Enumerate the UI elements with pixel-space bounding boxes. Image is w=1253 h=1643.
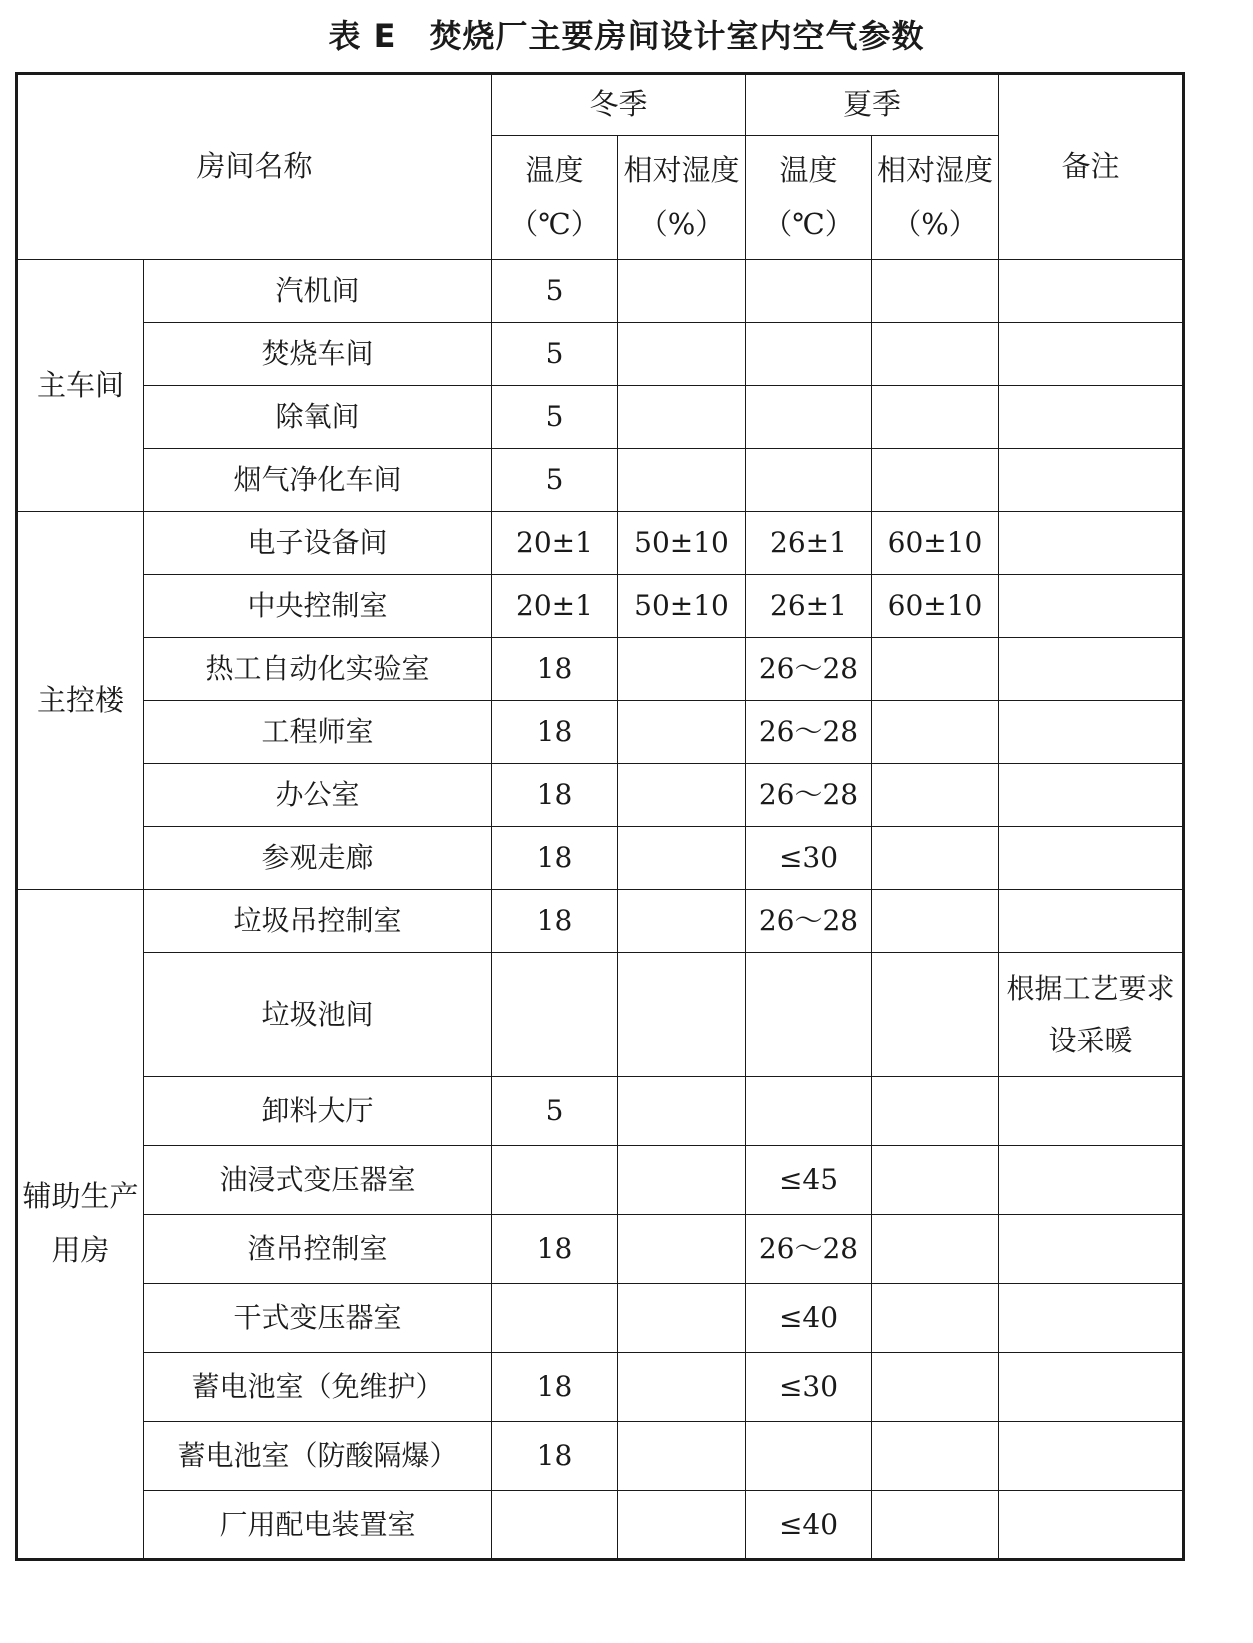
summer-temperature-cell (746, 1422, 872, 1491)
room-name-cell: 烟气净化车间 (144, 449, 492, 512)
room-name-cell: 蓄电池室（免维护） (144, 1353, 492, 1422)
winter-humidity-cell (618, 701, 746, 764)
room-name-cell: 热工自动化实验室 (144, 638, 492, 701)
room-name-cell: 工程师室 (144, 701, 492, 764)
winter-temperature-cell: 18 (492, 1422, 618, 1491)
winter-temperature-cell: 5 (492, 323, 618, 386)
winter-humidity-cell (618, 1146, 746, 1215)
room-name-cell: 参观走廊 (144, 827, 492, 890)
group-label: 辅助生产用房 (17, 890, 144, 1560)
summer-humidity-cell (872, 638, 999, 701)
remark-cell (999, 386, 1184, 449)
table-row (17, 449, 1184, 512)
summer-temperature-cell: 26±1 (746, 512, 872, 575)
room-name-cell: 汽机间 (144, 260, 492, 323)
room-name-cell: 蓄电池室（防酸隔爆） (144, 1422, 492, 1491)
remark-cell (999, 638, 1184, 701)
winter-humidity-cell (618, 1284, 746, 1353)
winter-temperature-cell: 5 (492, 386, 618, 449)
winter-temperature-cell: 5 (492, 1077, 618, 1146)
winter-humidity-cell (618, 1215, 746, 1284)
room-name-cell: 垃圾池间 (144, 953, 492, 1077)
winter-temperature-cell (492, 953, 618, 1077)
summer-temperature-cell: 26～28 (746, 701, 872, 764)
winter-temperature-cell (492, 1491, 618, 1560)
summer-humidity-cell: 60±10 (872, 512, 999, 575)
table-row (17, 1422, 1184, 1491)
table-row (17, 1077, 1184, 1146)
remark-cell (999, 1146, 1184, 1215)
summer-humidity-cell (872, 1146, 999, 1215)
remark-cell (999, 1284, 1184, 1353)
table-row (17, 827, 1184, 890)
remark-cell (999, 260, 1184, 323)
winter-humidity-cell (618, 638, 746, 701)
winter-temperature-cell (492, 1284, 618, 1353)
winter-humidity-cell (618, 1353, 746, 1422)
room-name-cell: 厂用配电装置室 (144, 1491, 492, 1560)
air-parameter-table (15, 72, 1185, 1561)
remark-cell (999, 1491, 1184, 1560)
room-name-cell: 除氧间 (144, 386, 492, 449)
winter-humidity-cell: 50±10 (618, 575, 746, 638)
remark-cell (999, 701, 1184, 764)
table-row (17, 764, 1184, 827)
remark-cell (999, 827, 1184, 890)
remark-cell: 根据工艺要求设采暖 (999, 953, 1184, 1077)
room-name-cell: 垃圾吊控制室 (144, 890, 492, 953)
winter-temperature-cell: 18 (492, 827, 618, 890)
room-name-cell: 干式变压器室 (144, 1284, 492, 1353)
summer-temperature-cell: 26～28 (746, 638, 872, 701)
summer-temperature-cell: ≤40 (746, 1491, 872, 1560)
summer-humidity-cell (872, 1215, 999, 1284)
winter-temperature-cell (492, 1146, 618, 1215)
header-row-1 (17, 74, 1184, 136)
summer-humidity-cell (872, 701, 999, 764)
winter-humidity-cell (618, 323, 746, 386)
winter-temperature-cell: 18 (492, 701, 618, 764)
winter-temperature-cell: 20±1 (492, 512, 618, 575)
room-name-cell: 办公室 (144, 764, 492, 827)
summer-humidity-cell (872, 890, 999, 953)
group-label: 主车间 (17, 260, 144, 512)
summer-temperature-cell: 26～28 (746, 764, 872, 827)
winter-humidity-cell (618, 764, 746, 827)
winter-humidity-cell (618, 1491, 746, 1560)
table-row (17, 1146, 1184, 1215)
summer-humidity-cell (872, 386, 999, 449)
table-row (17, 1284, 1184, 1353)
room-name-cell: 卸料大厅 (144, 1077, 492, 1146)
header-summer-temperature: 温度（℃） (746, 136, 872, 260)
summer-temperature-cell (746, 1077, 872, 1146)
remark-cell (999, 764, 1184, 827)
summer-temperature-cell: ≤45 (746, 1146, 872, 1215)
table-title: 表 E 焚烧厂主要房间设计室内空气参数 (328, 17, 925, 55)
summer-humidity-cell (872, 827, 999, 890)
table-row (17, 323, 1184, 386)
remark-cell (999, 575, 1184, 638)
summer-humidity-cell (872, 260, 999, 323)
header-winter: 冬季 (492, 74, 746, 136)
header-room-name: 房间名称 (17, 74, 492, 260)
summer-humidity-cell: 60±10 (872, 575, 999, 638)
remark-cell (999, 1422, 1184, 1491)
summer-temperature-cell (746, 449, 872, 512)
winter-humidity-cell (618, 1422, 746, 1491)
winter-humidity-cell (618, 953, 746, 1077)
remark-cell (999, 1215, 1184, 1284)
remark-cell (999, 890, 1184, 953)
table-row (17, 1215, 1184, 1284)
room-name-cell: 油浸式变压器室 (144, 1146, 492, 1215)
winter-temperature-cell: 5 (492, 260, 618, 323)
summer-temperature-cell: 26～28 (746, 1215, 872, 1284)
table-row (17, 260, 1184, 323)
table-row (17, 386, 1184, 449)
table-row (17, 512, 1184, 575)
room-name-cell: 焚烧车间 (144, 323, 492, 386)
summer-temperature-cell: 26～28 (746, 890, 872, 953)
remark-cell (999, 323, 1184, 386)
summer-temperature-cell (746, 323, 872, 386)
table-row (17, 890, 1184, 953)
summer-temperature-cell: ≤30 (746, 1353, 872, 1422)
winter-temperature-cell: 18 (492, 638, 618, 701)
room-name-cell: 渣吊控制室 (144, 1215, 492, 1284)
winter-temperature-cell: 5 (492, 449, 618, 512)
summer-humidity-cell (872, 1353, 999, 1422)
summer-humidity-cell (872, 1284, 999, 1353)
summer-temperature-cell (746, 260, 872, 323)
summer-temperature-cell (746, 953, 872, 1077)
remark-cell (999, 512, 1184, 575)
summer-humidity-cell (872, 1077, 999, 1146)
remark-cell (999, 1077, 1184, 1146)
remark-cell (999, 449, 1184, 512)
table-row (17, 1353, 1184, 1422)
summer-temperature-cell: 26±1 (746, 575, 872, 638)
header-summer-humidity: 相对湿度（%） (872, 136, 999, 260)
winter-humidity-cell (618, 260, 746, 323)
table-row (17, 1491, 1184, 1560)
winter-temperature-cell: 20±1 (492, 575, 618, 638)
header-summer: 夏季 (746, 74, 999, 136)
winter-humidity-cell (618, 1077, 746, 1146)
summer-humidity-cell (872, 449, 999, 512)
winter-humidity-cell (618, 827, 746, 890)
header-winter-humidity: 相对湿度（%） (618, 136, 746, 260)
summer-humidity-cell (872, 953, 999, 1077)
summer-humidity-cell (872, 1422, 999, 1491)
header-remarks: 备注 (999, 74, 1184, 260)
summer-temperature-cell: ≤40 (746, 1284, 872, 1353)
winter-humidity-cell: 50±10 (618, 512, 746, 575)
room-name-cell: 电子设备间 (144, 512, 492, 575)
room-name-cell: 中央控制室 (144, 575, 492, 638)
table-row (17, 953, 1184, 1077)
table-row (17, 701, 1184, 764)
winter-temperature-cell: 18 (492, 1353, 618, 1422)
table-row (17, 575, 1184, 638)
summer-humidity-cell (872, 1491, 999, 1560)
winter-humidity-cell (618, 890, 746, 953)
summer-humidity-cell (872, 764, 999, 827)
summer-temperature-cell: ≤30 (746, 827, 872, 890)
winter-temperature-cell: 18 (492, 764, 618, 827)
winter-humidity-cell (618, 386, 746, 449)
group-label: 主控楼 (17, 512, 144, 890)
winter-humidity-cell (618, 449, 746, 512)
remark-cell (999, 1353, 1184, 1422)
summer-humidity-cell (872, 323, 999, 386)
winter-temperature-cell: 18 (492, 1215, 618, 1284)
winter-temperature-cell: 18 (492, 890, 618, 953)
table-row (17, 638, 1184, 701)
summer-temperature-cell (746, 386, 872, 449)
header-winter-temperature: 温度（℃） (492, 136, 618, 260)
